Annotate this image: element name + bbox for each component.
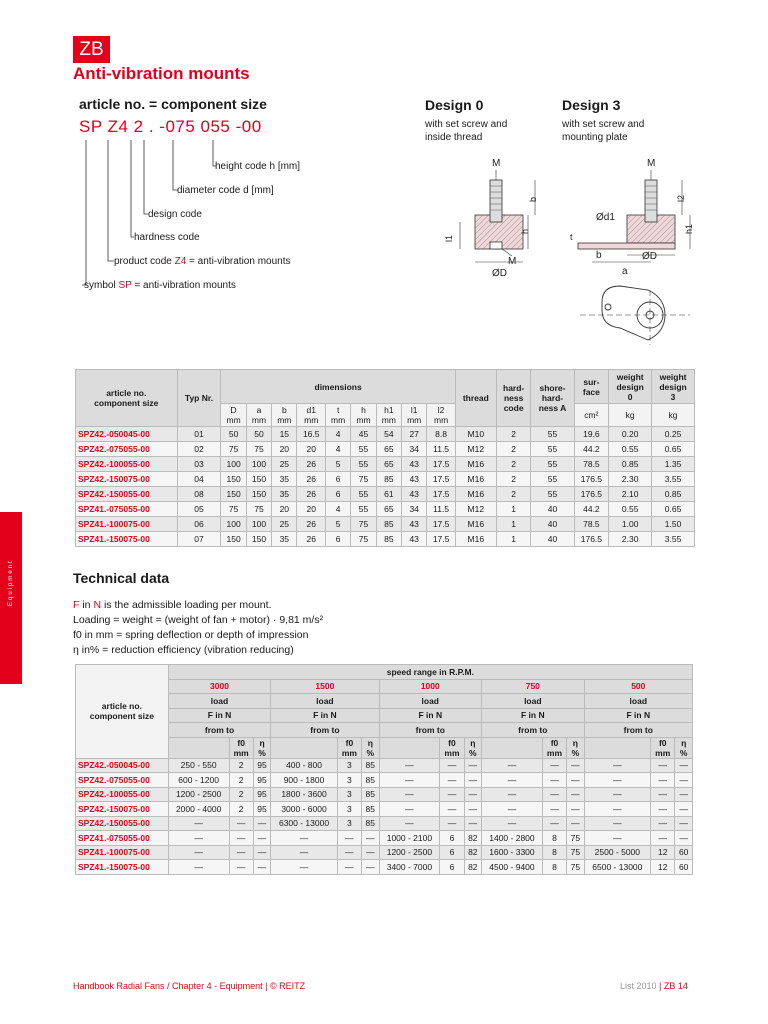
svg-text:l2: l2 (676, 194, 686, 202)
col-surface: sur- face (574, 370, 609, 404)
legend-product: product code Z4 = anti-vibration mounts (114, 256, 291, 267)
col-weight3: weight design 3 (652, 370, 695, 404)
article-cell: SPZ42.-150075-00 (76, 472, 178, 487)
svg-text:M: M (508, 256, 517, 267)
article-code: SP Z4 2 . -075 055 -00 (79, 117, 262, 136)
dimensions-table: article no. component size Typ Nr. dimensions thread hard- ness code shore- hard- ness A sur- face weight design 0 weight design 3 D mm a mm b mm d1 mm t mm h mm h1 mm l1 mm l2 mm cm² kg kg SPZ42.-050045-00 01 50 50 15 16.5 4 45 54 27 8.8 M10 2 55 19.6 0.20 0.25 SPZ42.-075055-00 02 75 75 20 20 4 55 65 34 11.5 M12 2 55 44.2 0.55 0.65 SPZ42.-100055-00 03 100 100 25 26 5 55 65 43 17.5 M16 2 55 78.5 0.85 1.35 SPZ42.-150075-00 04 150 150 35 26 6 75 85 43 17.5 M16 2 55 176.5 2.30 3.55 SPZ42.-150055-00 08 150 150 35 26 6 55 61 43 17.5 M16 2 55 176.5 2.10 0.85 SPZ41.-075055-00 05 75 75 20 20 4 55 65 34 11.5 M12 1 40 44.2 0.55 0.65 SPZ41.-100075-00 06 100 100 25 26 5 75 85 43 17.5 M16 1 40 78.5 1.00 1.50 SPZ41.-150075-00 07 150 150 35 26 6 75 85 43 17.5 M16 1 40 176.5 2.30 3.55 (75, 369, 695, 547)
table-row: SPZ41.-150075-00 07 150 150 35 26 6 75 85 43 17.5 M16 1 40 176.5 2.30 3.55 (76, 532, 695, 547)
col2-article: article no. component size (76, 665, 169, 759)
label-D: ØD (492, 268, 507, 279)
label-M: M (492, 158, 501, 169)
col-article: article no. component size (76, 370, 178, 427)
table-row: SPZ42.-150055-00 08 150 150 35 26 6 55 61 43 17.5 M16 2 55 176.5 2.10 0.85 (76, 487, 695, 502)
svg-text:b: b (528, 196, 538, 202)
page-title: Anti-vibration mounts (73, 64, 250, 83)
legend-symbol: symbol SP = anti-vibration mounts (84, 280, 236, 291)
article-cell: SPZ42.-075055-00 (76, 773, 169, 788)
design-0-drawing (440, 150, 550, 280)
table-row: SPZ41.-075055-00 05 75 75 20 20 4 55 65 34 11.5 M12 1 40 44.2 0.55 0.65 (76, 502, 695, 517)
article-cell: SPZ42.-100055-00 (76, 457, 178, 472)
article-cell: SPZ41.-100075-00 (76, 517, 178, 532)
table-row: SPZ42.-100055-00 03 100 100 25 26 5 55 65 43 17.5 M16 2 55 78.5 0.85 1.35 (76, 457, 695, 472)
table-row: SPZ42.-100055-00 1200 - 2500 2 95 1800 - 3600 3 85 — — — — — — — — — (76, 787, 693, 802)
legend-diameter: diameter code d [mm] (177, 185, 274, 196)
footer-page: List 2010 | ZB 14 (620, 981, 688, 991)
table-row: SPZ42.-075055-00 600 - 1200 2 95 900 - 1800 3 85 — — — — — — — — — (76, 773, 693, 788)
article-cell: SPZ41.-150075-00 (76, 532, 178, 547)
article-cell: SPZ41.-075055-00 (76, 502, 178, 517)
design-3-title: Design 3 (562, 97, 621, 113)
svg-text:M: M (647, 158, 656, 169)
article-cell: SPZ42.-050045-00 (76, 427, 178, 442)
col-weight0: weight design 0 (609, 370, 652, 404)
article-cell: SPZ42.-150055-00 (76, 487, 178, 502)
design-3-desc: with set screw and mounting plate (562, 119, 645, 143)
col2-speed: speed range in R.P.M. (168, 665, 692, 680)
table-row: SPZ41.-100075-00 — — — — — — 1200 - 2500 6 82 1600 - 3300 8 75 2500 - 5000 12 60 (76, 845, 693, 860)
svg-text:h1: h1 (684, 223, 694, 234)
article-cell: SPZ41.-075055-00 (76, 831, 169, 846)
svg-text:a: a (622, 266, 628, 277)
table-row: SPZ42.-150075-00 04 150 150 35 26 6 75 85 43 17.5 M16 2 55 176.5 2.30 3.55 (76, 472, 695, 487)
table-row: SPZ41.-075055-00 — — — — — — 1000 - 2100 6 82 1400 - 2800 8 75 — — — (76, 831, 693, 846)
side-tab-label (8, 590, 14, 606)
table-row: SPZ42.-075055-00 02 75 75 20 20 4 55 65 34 11.5 M12 2 55 44.2 0.55 0.65 (76, 442, 695, 457)
svg-text:t: t (570, 232, 573, 242)
load-table: article no. component size speed range in R.P.M. 3000 1500 1000 750 500 load load load load load F in N F in N F in N F in N F in N from to from to from to from to from to f0 mm η % f0 mm η % f0 mm η % f0 mm η % f0 mm η % SPZ42.-050045-00 250 - 550 2 95 400 - 800 3 85 — — — — — — — — — SPZ42.-075055-00 600 - 1200 2 95 900 - 1800 3 85 — — — — — — — — — SPZ42.-100055-00 1200 - 2500 2 95 1800 - 3600 3 85 — — — — — — — — — SPZ42.-150075-00 2000 - 4000 2 95 3000 - 6000 3 85 — — — — — — — — — SPZ42.-150055-00 — — — 6300 - 13000 3 85 — — — — — — — — — SPZ41.-075055-00 — — — — — — 1000 - 2100 6 82 1400 - 2800 8 75 — — — SPZ41.-100075-00 — — — — — — 1200 - 2500 6 82 1600 - 3300 8 75 2500 - 5000 12 60 SPZ41.-150075-00 — — — — — — 3400 - 7000 6 82 4500 - 9400 8 75 6500 - 13000 12 60 (75, 664, 693, 875)
footer-text: Handbook Radial Fans / Chapter 4 - Equipment | © REITZ (73, 981, 306, 991)
design-0-desc: with set screw and inside thread (425, 119, 508, 143)
col-dimensions: dimensions (221, 370, 455, 404)
section-badge: ZB (73, 36, 110, 63)
table-row: SPZ42.-150055-00 — — — 6300 - 13000 3 85 — — — — — — — — — (76, 816, 693, 831)
svg-text:l1: l1 (444, 234, 454, 242)
legend-hardness: hardness code (134, 232, 200, 243)
col-typ: Typ Nr. (177, 370, 221, 427)
table-row: SPZ42.-050045-00 01 50 50 15 16.5 4 45 54 27 8.8 M10 2 55 19.6 0.20 0.25 (76, 427, 695, 442)
legend-design: design code (148, 209, 202, 220)
svg-text:b: b (596, 250, 602, 261)
svg-text:Ød1: Ød1 (596, 212, 615, 223)
article-heading: article no. = component size (79, 96, 267, 112)
table-row: SPZ42.-150075-00 2000 - 4000 2 95 3000 - 6000 3 85 — — — — — — — — — (76, 802, 693, 817)
tech-heading: Technical data (73, 570, 170, 586)
article-cell: SPZ42.-100055-00 (76, 787, 169, 802)
article-cell: SPZ41.-100075-00 (76, 845, 169, 860)
svg-text:h: h (520, 228, 530, 234)
col-hardness: hard- ness code (496, 370, 531, 427)
col-shore: shore- hard- ness A (531, 370, 574, 427)
col-thread: thread (455, 370, 496, 427)
article-cell: SPZ41.-150075-00 (76, 860, 169, 875)
design-0-title: Design 0 (425, 97, 484, 113)
article-cell: SPZ42.-150055-00 (76, 816, 169, 831)
svg-text:ØD: ØD (642, 251, 657, 262)
table-row: SPZ41.-100075-00 06 100 100 25 26 5 75 85 43 17.5 M16 1 40 78.5 1.00 1.50 (76, 517, 695, 532)
table-row: SPZ41.-150075-00 — — — — — — 3400 - 7000 6 82 4500 - 9400 8 75 6500 - 13000 12 60 (76, 860, 693, 875)
table-row: SPZ42.-050045-00 250 - 550 2 95 400 - 800 3 85 — — — — — — — — — (76, 758, 693, 773)
legend-height: height code h [mm] (215, 161, 301, 172)
article-cell: SPZ42.-075055-00 (76, 442, 178, 457)
article-cell: SPZ42.-150075-00 (76, 802, 169, 817)
tech-text: F in N is the admissible loading per mount. Loading = weight = (weight of fan + motor) · 9,81 m/s² f0 in mm = spring deflection or depth of impression η in% = reduction efficiency (vibration reducing) (73, 599, 324, 656)
article-cell: SPZ42.-050045-00 (76, 758, 169, 773)
design-3-drawing (560, 150, 700, 350)
